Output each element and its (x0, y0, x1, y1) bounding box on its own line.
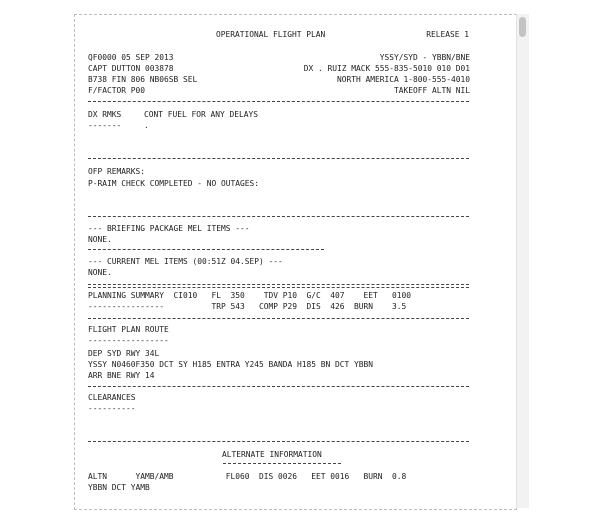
dx-remarks-row (88, 109, 473, 120)
section-divider (88, 441, 469, 442)
clearances-heading: CLEARANCES (88, 393, 136, 402)
planning-summary-row-1: PLANNING SUMMARY CI010 FL 350 TDV P10 G/C 407 EET 0100 (88, 291, 412, 300)
flight-info-row-1 (88, 52, 473, 63)
section-divider (88, 318, 469, 319)
route-pair: YSSY/SYD - YBBN/BNE (379, 53, 470, 62)
briefing-mel-value: NONE. (88, 235, 112, 244)
flight-info-row-2 (88, 63, 473, 74)
current-mel-value: NONE. (88, 268, 112, 277)
ofp-remarks-heading: OFP REMARKS: (88, 167, 146, 176)
departure-runway: DEP SYD RWY 34L (88, 349, 160, 358)
captain: CAPT DUTTON 003878 (88, 64, 174, 73)
dx-remarks-dot: . (144, 121, 149, 130)
plan-title: OPERATIONAL FLIGHT PLAN (216, 30, 326, 39)
flight-info-row-3 (88, 74, 473, 85)
dispatcher: DX . RUIZ MACK 555-835-5010 010 D01 (303, 64, 470, 73)
alternate-heading-row (88, 449, 473, 460)
section-divider (88, 101, 469, 102)
briefing-mel-heading: --- BRIEFING PACKAGE MEL ITEMS --- (88, 224, 250, 233)
route-heading-underline: ----------------- (88, 336, 169, 345)
vertical-scrollbar[interactable] (516, 14, 529, 508)
section-divider (88, 158, 469, 159)
alternate-row: ALTN YAMB/AMB FL060 DIS 0026 EET 0016 BURN 0.8 (88, 472, 407, 481)
takeoff-alternate: TAKEOFF ALTN NIL (393, 86, 470, 95)
flight-info-row-4 (88, 85, 473, 96)
scrollbar-thumb[interactable] (519, 17, 526, 37)
contact: NORTH AMERICA 1-800-555-4010 (336, 75, 470, 84)
route-heading: FLIGHT PLAN ROUTE (88, 325, 169, 334)
dx-remarks-underline-row (88, 120, 473, 131)
dx-remarks-underline: ------- (88, 121, 122, 130)
section-divider (88, 287, 469, 288)
dx-remarks-text: CONT FUEL FOR ANY DELAYS (144, 110, 259, 119)
fuel-factor: F/FACTOR P00 (88, 86, 146, 95)
alternate-route: YBBN DCT YAMB (88, 483, 150, 492)
alternate-heading-underline (223, 463, 341, 464)
aircraft: B738 FIN 806 NB06SB SEL (88, 75, 198, 84)
dx-remarks-label: DX RMKS (88, 110, 122, 119)
mel-divider (88, 249, 324, 250)
release-label: RELEASE 1 (426, 30, 469, 39)
clearances-underline: ---------- (88, 404, 136, 413)
ofp-remarks-text: P-RAIM CHECK COMPLETED - NO OUTAGES: (88, 179, 260, 188)
arrival-runway: ARR BNE RWY 14 (88, 371, 155, 380)
current-mel-heading: --- CURRENT MEL ITEMS (00:51Z 04.SEP) --- (88, 257, 283, 266)
route-string: YSSY N0460F350 DCT SY H185 ENTRA Y245 BANDA H185 BN DCT YBBN (88, 360, 374, 369)
alternate-heading: ALTERNATE INFORMATION (222, 450, 322, 459)
flight-date: QF0000 05 SEP 2013 (88, 53, 174, 62)
planning-summary-row-2: ---------------- TRP 543 COMP P29 DIS 426 BURN 3.5 (88, 302, 407, 311)
section-divider (88, 284, 469, 285)
section-divider (88, 386, 469, 387)
section-divider (88, 216, 469, 217)
header-line (88, 29, 473, 40)
